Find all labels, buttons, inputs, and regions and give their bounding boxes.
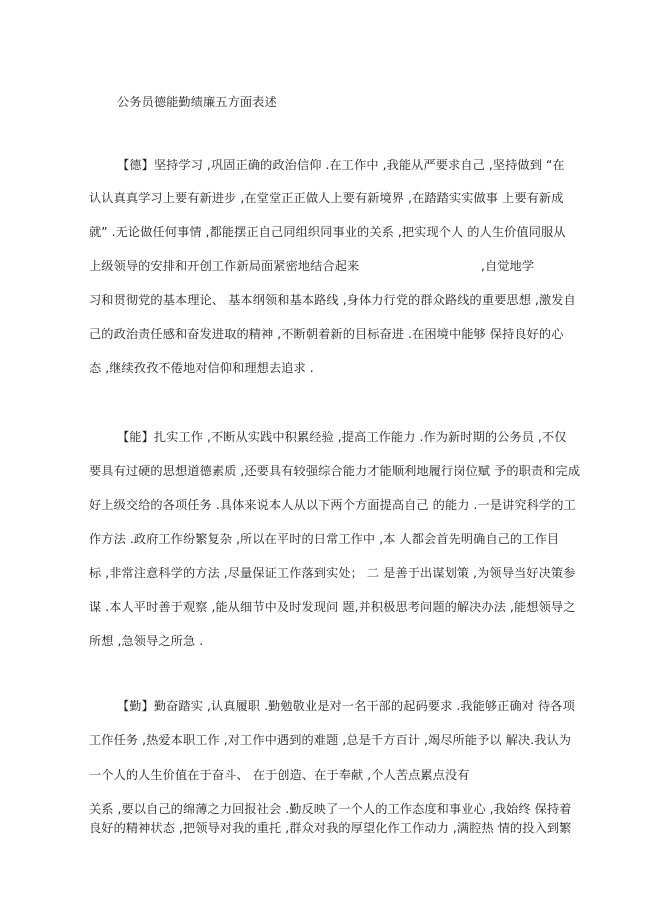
paragraph-neng-line-1: 【能】扎实工作 ,不断从实践中积累经验 ,提高工作能力 .作为新时期的公务员 ,不仅 [117,430,567,444]
paragraph-qin-line-5: 良好的精神状态 ,把领导对我的重托 ,群众对我的厚望化作工作动力 ,满腔热 情的投入到繁 [89,821,572,835]
paragraph-de-line-2: 认认真真学习上要有新进步 ,在堂堂正正做人上要有新境界 ,在踏踏实实做事 上要有新成 [89,191,564,205]
paragraph-neng-line-4: 作方法 .政府工作纷繁复杂 ,所以在平时的日常工作中 ,本 人都会首先明确自己的工作目 [89,532,560,546]
paragraph-qin-line-2: 工作任务 ,热爱本职工作 ,对工作中遇到的难题 ,总是千方百计 ,竭尽所能予以 解决.我认为 [89,733,572,747]
paragraph-neng-line-5: 标 ,非常注意科学的方法 ,尽量保证工作落到实处； 二 是善于出谋划策 ,为领导当好决策参 [89,566,576,580]
paragraph-de-line-7: 态 ,继续孜孜不倦地对信仰和理想去追求 . [89,361,314,375]
paragraph-neng-line-7: 所想 ,急领导之所急 . [89,634,204,648]
paragraph-qin-line-1: 【勤】勤奋踏实 ,认真履职 .勤勉敬业是对一名干部的起码要求 .我能够正确对 待各项 [117,699,575,713]
paragraph-neng-line-6: 谋 .本人平时善于观察 ,能从细节中及时发现问 题,并积极思考问题的解决办法 ,能想领导之 [89,600,576,614]
paragraph-qin-line-4: 关系 ,要以自己的绵薄之力回报社会 .勤反映了一个人的工作态度和事业心 ,我始终 保持着 [89,802,572,816]
document-title: 公务员德能勤绩廉五方面表述 [117,95,277,109]
paragraph-neng-line-3: 好上级交给的各项任务 .具体来说本人从以下两个方面提高自己 的能力 .一是讲究科学的工 [89,498,576,512]
paragraph-de-line-4: 上级领导的安排和开创工作新局面紧密地结合起来 [89,259,360,273]
paragraph-de-line-4-tail: ,自觉地学 [481,259,535,273]
paragraph-de-line-6: 己的政治责任感和奋发进取的精神 ,不断朝着新的目标奋进 .在困境中能够 保持良好的心 [89,327,564,341]
paragraph-de-line-3: 就” .无论做任何事情 ,都能摆正自己同组织同事业的关系 ,把实现个人 的人生价值同服从 [89,225,566,239]
paragraph-qin-line-3: 一个人的人生价值在于奋斗、 在于创造、在于奉献 ,个人苦点累点没有 [89,768,470,782]
paragraph-de-line-1: 【德】坚持学习 ,巩固正确的政治信仰 .在工作中 ,我能从严要求自己 ,坚持做到 “在 [117,158,565,172]
paragraph-de-line-5: 习和贯彻党的基本理论、 基本纲领和基本路线 ,身体力行党的群众路线的重要思想 ,激发自 [89,293,576,307]
paragraph-neng-line-2: 要具有过硬的思想道德素质 ,还要具有较强综合能力才能顺利地履行岗位赋 予的职责和完成 [89,464,581,478]
